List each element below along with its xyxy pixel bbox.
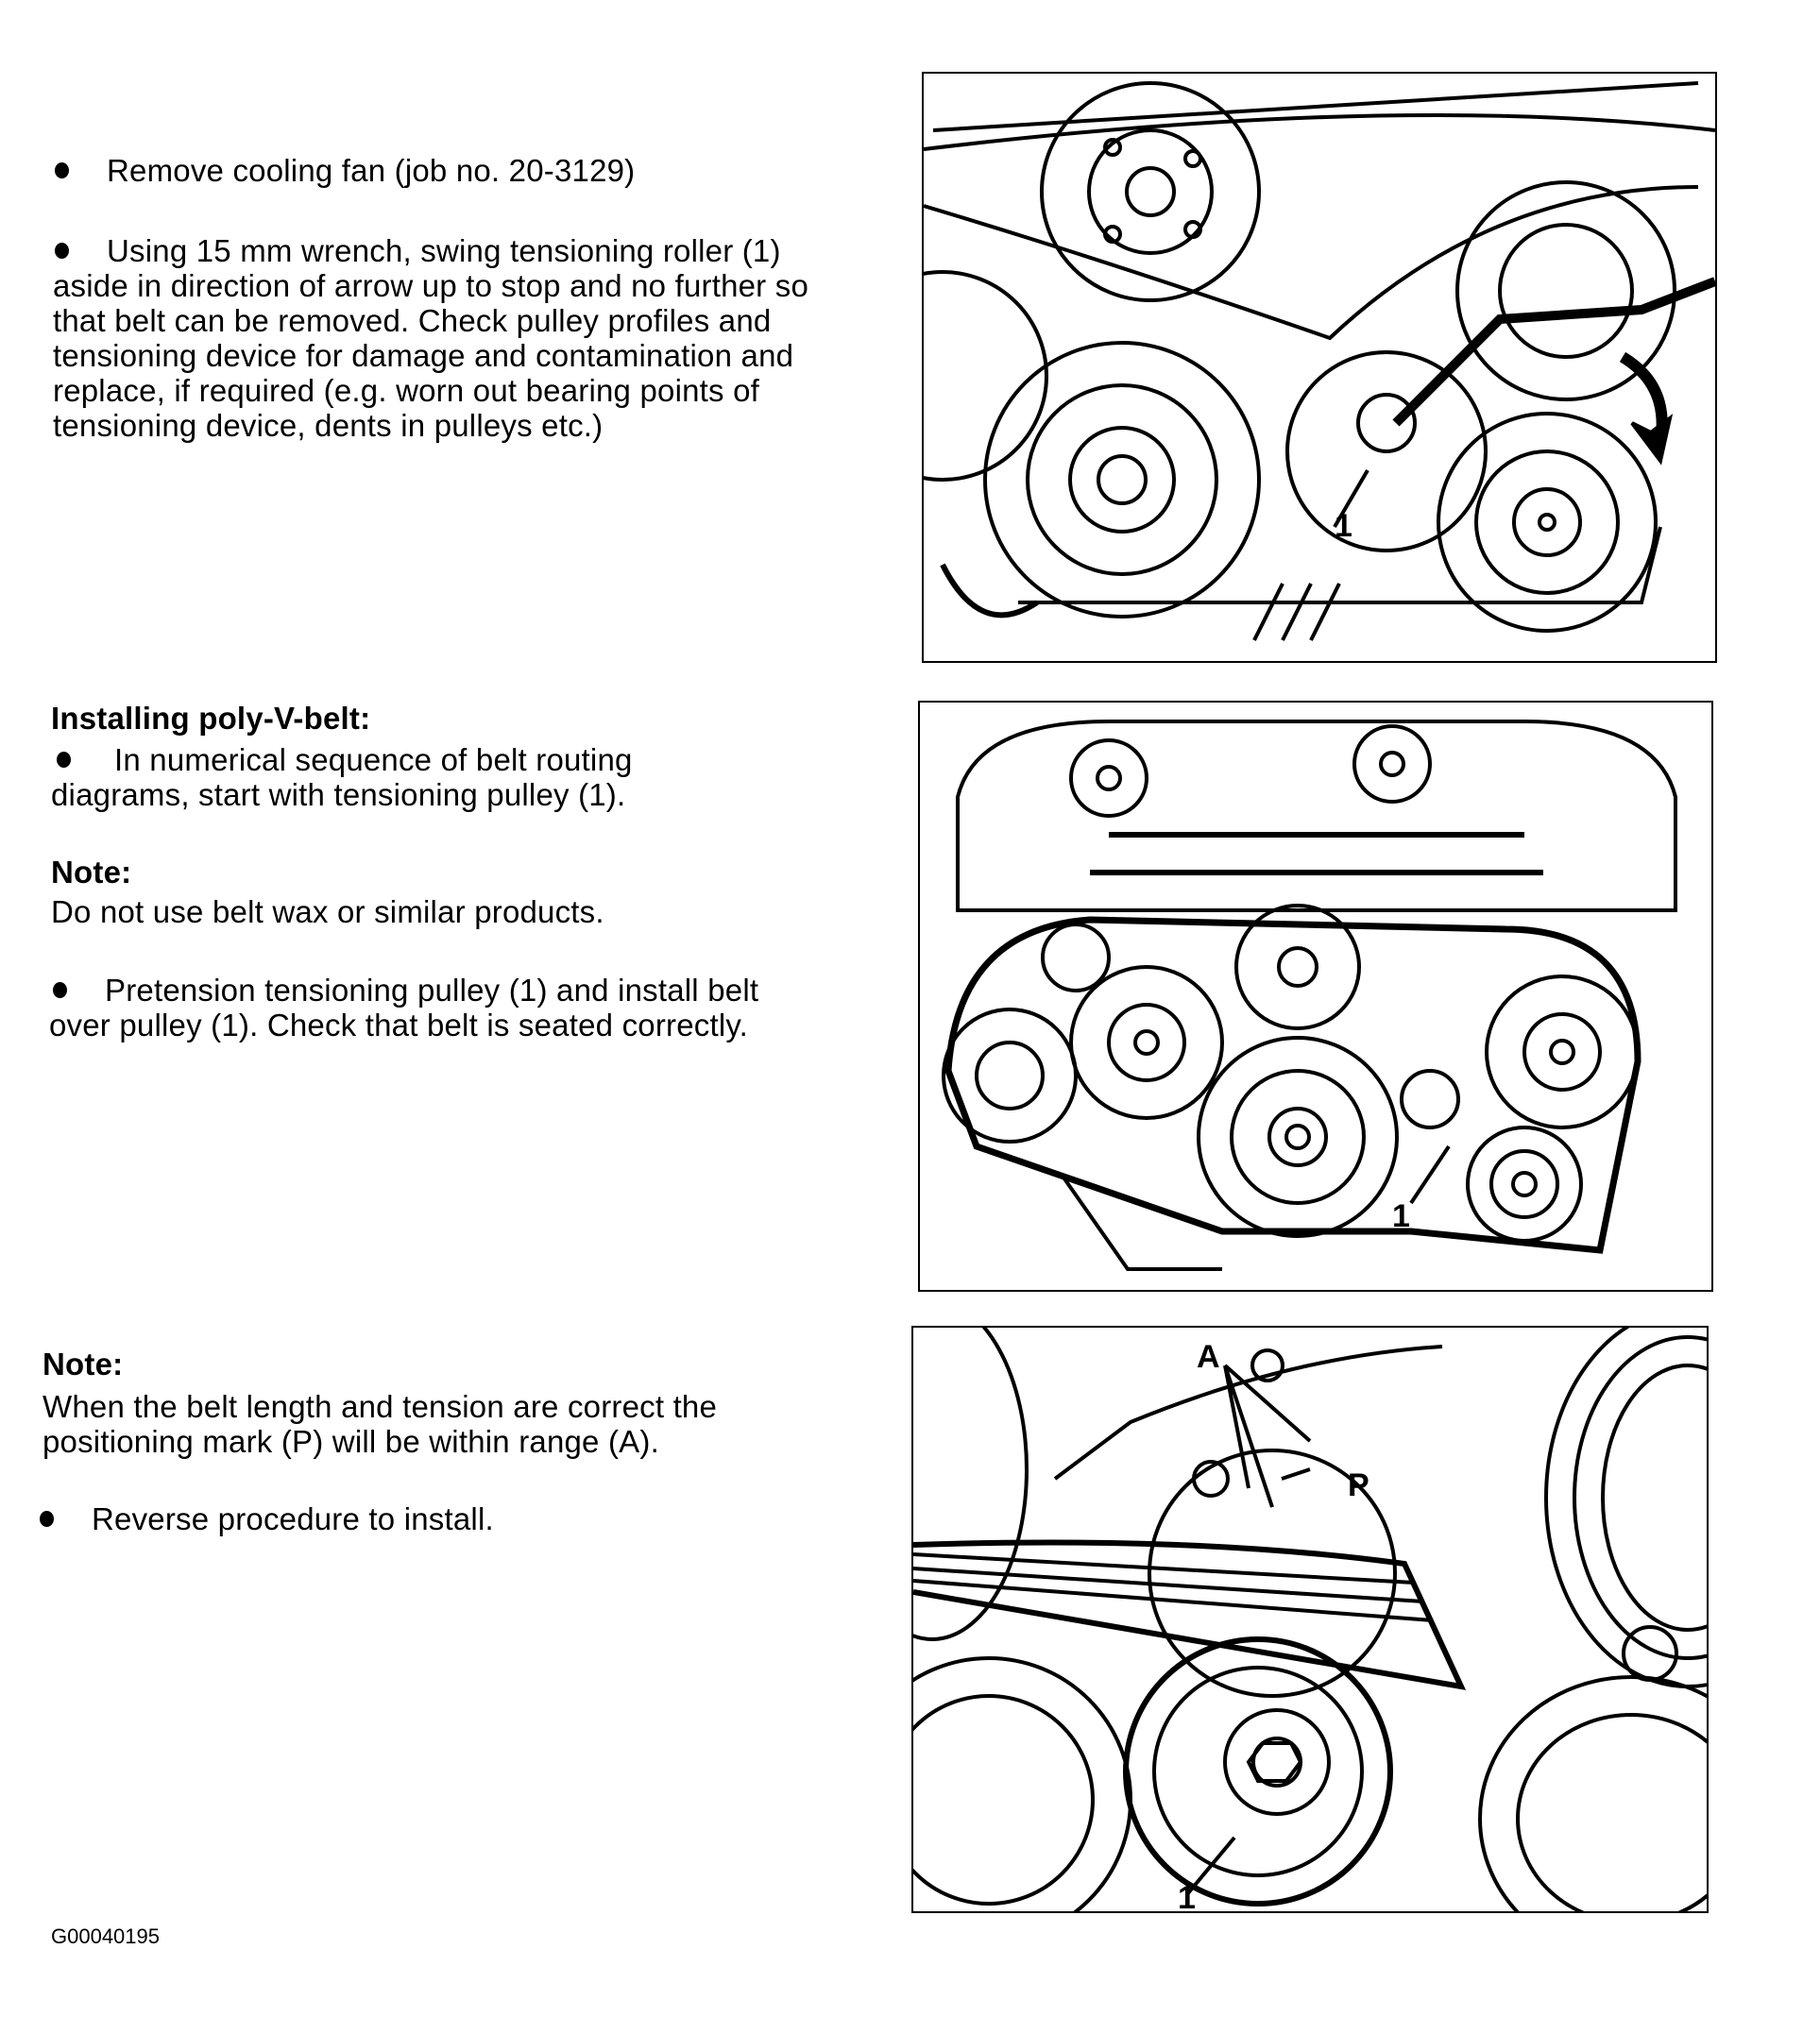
bullet-icon — [55, 243, 69, 259]
step-text: Pretension tensioning pulley (1) and install belt over pulley (1). Check that belt is seated correctly. — [49, 973, 759, 1042]
step-text: Using 15 mm wrench, swing tensioning roller (1) aside in direction of arrow up to stop and no further so that belt can be removed. Check pulley profiles and tensioning device for damage and contamination and replace, if required (e.g. worn out bearing points of tensioning device, dents in pulleys etc.) — [53, 233, 808, 443]
figure-code: G00040195 — [51, 1924, 160, 1948]
step-numerical-sequence — [51, 742, 750, 812]
note-text: When the belt length and tension are correct the positioning mark (P) will be within range (A). — [43, 1389, 718, 1459]
range-label-a: A — [1197, 1339, 1220, 1375]
step-reverse-procedure — [40, 1501, 833, 1536]
engine-front-illustration — [920, 703, 1711, 1290]
note-text: Do not use belt wax or similar products. — [51, 894, 604, 929]
step-text: In numerical sequence of belt routing diagrams, start with tensioning pulley (1). — [51, 742, 633, 812]
figure-belt-routing — [918, 701, 1713, 1292]
figure-tensioning-roller-removal — [922, 72, 1717, 663]
note-heading: Note: — [51, 855, 132, 890]
callout-label: 1 — [1392, 1198, 1410, 1234]
step-swing-tensioning-roller — [53, 233, 846, 443]
step-remove-cooling-fan — [55, 153, 848, 188]
tensioner-closeup-illustration — [913, 1328, 1707, 1911]
bullet-icon — [57, 752, 71, 768]
bullet-icon — [53, 982, 67, 998]
callout-label: 1 — [1178, 1880, 1196, 1911]
step-pretension — [49, 973, 824, 1042]
step-text: Reverse procedure to install. — [92, 1501, 494, 1536]
note-heading: Note: — [43, 1347, 124, 1381]
step-text: Remove cooling fan (job no. 20-3129) — [107, 153, 636, 188]
bullet-icon — [40, 1511, 54, 1527]
mark-label-p: P — [1348, 1467, 1369, 1503]
callout-label: 1 — [1335, 508, 1352, 544]
figure-positioning-mark — [911, 1326, 1709, 1913]
engine-pulley-illustration — [924, 74, 1715, 661]
bullet-icon — [55, 162, 69, 178]
installing-heading: Installing poly-V-belt: — [51, 701, 371, 736]
